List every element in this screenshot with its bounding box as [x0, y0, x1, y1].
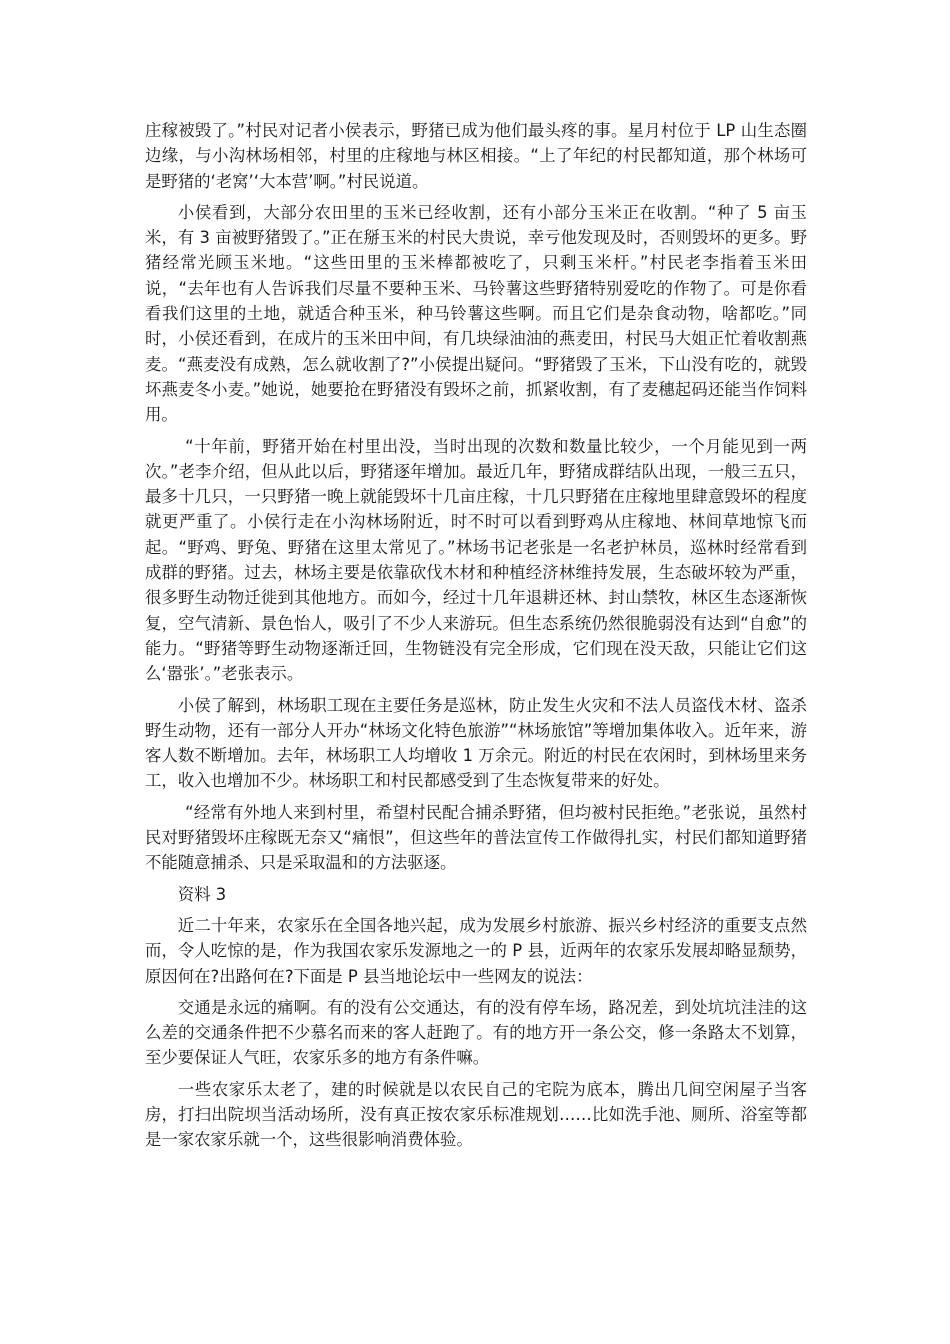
section-heading-material-3: 资料 3 [177, 884, 227, 904]
paragraph-old-farmhouses: 一些农家乐太老了，建的时候就是以农民自己的宅院为底本，腾出几间空闲屋子当客房，打扫出院坝当活动场所，没有真正按农家乐标准规划……比如洗手池、厕所、浴室等都是一家农家乐就一个，这些很影响消费体验。 [145, 1079, 807, 1150]
paragraph-corn-field: 小侯看到，大部分农田里的玉米已经收割，还有小部分玉米正在收割。“种了 5 亩玉米，有 3 亩被野猪毁了。”正在掰玉米的村民大贵说，幸亏他发现及时，否则毁坏的更多。野猪经常光顾玉米地。“这些田里的玉米棒都被吃了，只剩玉米杆。”村民老李指着玉米田说，“去年也有人告诉我们尽量不要种玉米、马铃薯这些野猪特别爱吃的作物了。可是你看看我们这里的土地，就适合种玉米，种马铃薯这些啊。而且它们是杂食动物，啥都吃。”同时，小侯还看到，在成片的玉米田中间，有几块绿油油的燕麦田，村民马大姐正忙着收割燕麦。“燕麦没有成熟，怎么就收割了?”小侯提出疑问。“野猪毁了玉米，下山没有吃的，就毁坏燕麦冬小麦。”她说，她要抢在野猪没有毁坏之前，抓紧收割，有了麦穗起码还能当作饲料用。 [145, 202, 807, 425]
paragraph-traffic: 交通是永远的痛啊。有的没有公交通达，有的没有停车场，路况差，到处坑坑洼洼的这么差的交通条件把不少慕名而来的客人赶跑了。有的地方开一条公交，修一条路太不划算，至少要保证人气旺，农家乐多的地方有条件嘛。 [145, 997, 807, 1068]
paragraph-ten-years-ago: “十年前，野猪开始在村里出没，当时出现的次数和数量比较少，一个月能见到一两次。”老李介绍，但从此以后，野猪逐年增加。最近几年，野猪成群结队出现，一般三五只，最多十几只，一只野猪一晚上就能毁坏十几亩庄稼，十几只野猪在庄稼地里肆意毁坏的程度就更严重了。小侯行走在小沟林场附近，时不时可以看到野鸡从庄稼地、林间草地惊飞而起。“野鸡、野兔、野猪在这里太常见了。”林场书记老张是一名老护林员，巡林时经常看到成群的野猪。过去，林场主要是依靠砍伐木材和种植经济林维持发展，生态破坏较为严重，很多野生动物迁徙到其他地方。而如今，经过十几年退耕还林、封山禁牧，林区生态逐渐恢复，空气清新、景色怡人，吸引了不少人来游玩。但生态系统仍然很脆弱没有达到“自愈”的能力。“野猪等野生动物逐渐迁回，生物链没有完全形成，它们现在没天敌，只能让它们这么‘嚣张’。”老张表示。 [145, 436, 807, 684]
paragraph-forest-workers: 小侯了解到，林场职工现在主要任务是巡林，防止发生火灾和不法人员盗伐木材、盗杀野生动物，还有一部分人开办“林场文化特色旅游”“林场旅馆”等增加集体收入。近年来，游客人数不断增加。去年，林场职工人均增收 1 万余元。附近的村民在农闲时，到林场里来务工，收入也增加不少。林场职工和村民都感受到了生态恢复带来的好处。 [145, 695, 807, 791]
paragraph-outsiders: “经常有外地人来到村里，希望村民配合捕杀野猪，但均被村民拒绝。”老张说，虽然村民对野猪毁坏庄稼既无奈又“痛恨”，但这些年的普法宣传工作做得扎实，村民们都知道野猪不能随意捕杀、只是采取温和的方法驱逐。 [145, 802, 807, 873]
paragraph-farmhouse-intro: 近二十年来，农家乐在全国各地兴起，成为发展乡村旅游、振兴乡村经济的重要支点然而，令人吃惊的是，作为我国农家乐发源地之一的 P 县，近两年的农家乐发展却略显颓势，原因何在?出路何在?下面是 P 县当地论坛中一些网友的说法： [145, 915, 807, 986]
paragraph-crop-damage: 庄稼被毁了。”村民对记者小侯表示，野猪已成为他们最头疼的事。星月村位于 LP 山生态圈边缘，与小沟林场相邻，村里的庄稼地与林区相接。“上了年纪的村民都知道，那个林场可是野猪的‘老窝’‘大本营’啊。”村民说道。 [145, 121, 807, 191]
document-page [145, 118, 807, 1159]
